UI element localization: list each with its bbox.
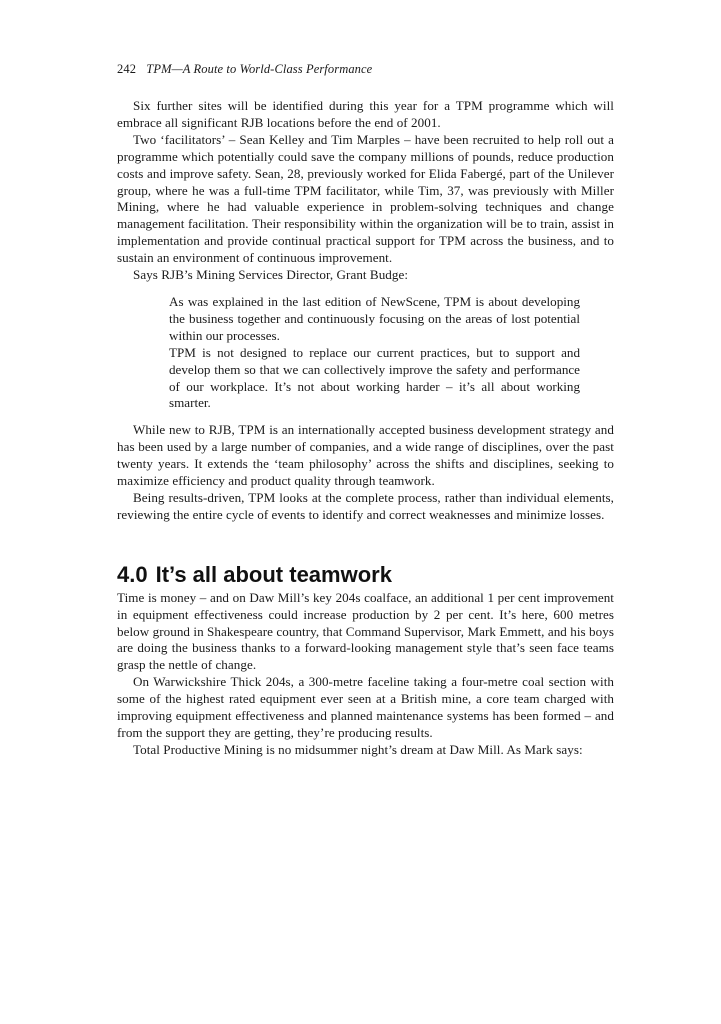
section-number: 4.0 [117,561,148,587]
section-heading [117,562,614,588]
page-number: 242 [117,62,137,76]
book-page [117,62,614,759]
section-text [117,590,614,759]
paragraph: Two ‘facilitators’ – Sean Kelley and Tim Marples – have been recruited to help roll out a programme which potentially could save the company millions of pounds, reduce production costs and improve safety. Sean, 28, previously worked for Elida Fabergé, part of the Unilever group, where he was a full-time TPM facilitator, while Tim, 37, was previously with Miller Mining, where he had valuable experience in problem-solving techniques and change management facilitation. Their responsibility within the organization will be to train, assist in implementation and provide continual practical support for TPM across the business, and to sustain an environment of continuous improvement. [117,131,614,266]
paragraph: On Warwickshire Thick 204s, a 300-metre faceline taking a four-metre coal section with some of the highest rated equipment ever seen at a British mine, a core team charged with improving equipment effectiveness and planned maintenance systems has been formed – and from the support they are getting, they’re producing results. [117,674,614,740]
paragraph: While new to RJB, TPM is an internationally accepted business development strategy and has been used by a large number of companies, and a wide range of disciplines, over the past twenty years. It extends the ‘team philosophy’ across the shifts and disciplines, seeking to maximize efficiency and product quality through teamwork. [117,422,614,489]
running-title: TPM—A Route to World-Class Performance [146,62,373,76]
intro-text [117,98,614,284]
paragraph: Time is money – and on Daw Mill’s key 204s coalface, an additional 1 per cent improvement in equipment effectiveness could increase production by 2 per cent. It’s here, 600 metres below ground in Shakespeare country, that Command Supervisor, Mark Emmett, and his boys are doing the business thanks to a forward-looking management style that’s seen face teams grasp the nettle of change. [117,589,614,673]
section-title: It’s all about teamwork [155,561,392,587]
quote-paragraph: TPM is not designed to replace our current practices, but to support and develop them so that we can collectively improve the safety and performance of our workplace. It’s not about working harder – it’s all about working smarter. [169,344,580,411]
paragraph: Six further sites will be identified during this year for a TPM programme which will embrace all significant RJB locations before the end of 2001. [117,98,614,130]
paragraph: Total Productive Mining is no midsummer night’s dream at Daw Mill. As Mark says: [133,741,583,757]
block-quote [169,294,580,412]
post-quote-text [117,422,614,523]
running-head [117,62,614,77]
paragraph: Being results-driven, TPM looks at the complete process, rather than individual elements, reviewing the entire cycle of events to identify and correct weaknesses and minimize losses. [117,489,614,522]
quote-paragraph: As was explained in the last edition of NewScene, TPM is about developing the business together and continuously focusing on the areas of lost potential within our processes. [169,293,580,343]
paragraph: Says RJB’s Mining Services Director, Grant Budge: [133,267,409,283]
